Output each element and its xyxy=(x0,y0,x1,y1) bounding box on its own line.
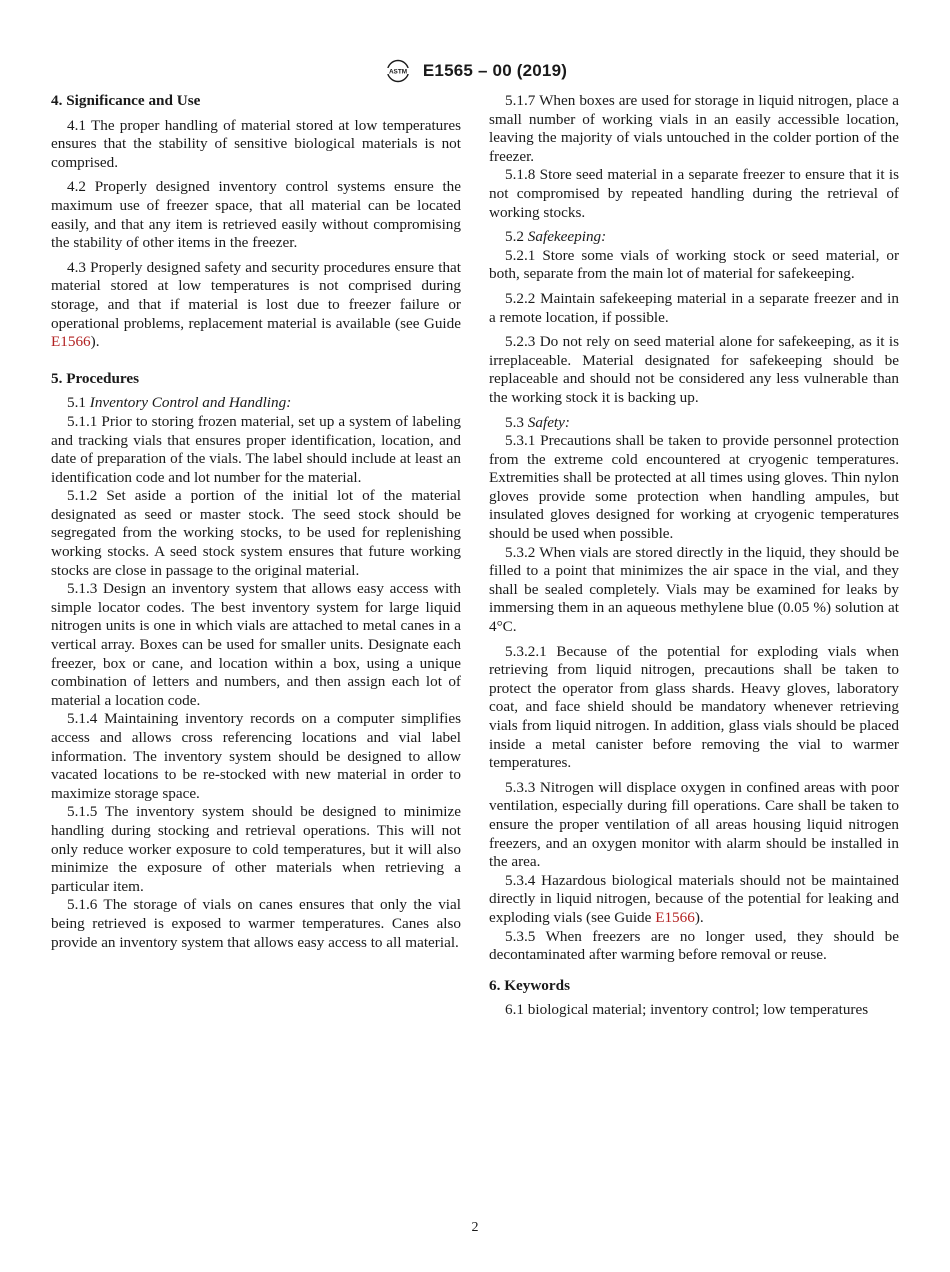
paragraph-5-1-4: 5.1.4 Maintaining inventory records on a computer simplifies access and allows cross referencing locations and vial label information. The inventory system should be designed to allow vacated locations to be re-stocked with new material in order to maximize storage space. xyxy=(51,710,461,802)
paragraph-5-1: 5.1 Inventory Control and Handling: xyxy=(67,394,292,412)
paragraph-5-1-7: 5.1.7 When boxes are used for storage in liquid nitrogen, place a small number of working vials in an easily accessible location, leaving the majority of vials untouched in the colder portion of the freezer. xyxy=(489,92,899,165)
paragraph-5-3-5: 5.3.5 When freezers are no longer used, they should be decontaminated after warming before removal or reuse. xyxy=(489,927,899,964)
guide-e1566-link[interactable]: E1566 xyxy=(655,908,695,926)
paragraph-4-2: 4.2 Properly designed inventory control systems ensure the maximum use of freezer space, that all material can be located easily, and that any item is retrieved easily without compromising the stability of other items in the freezer. xyxy=(51,178,461,252)
page-header xyxy=(0,58,950,84)
paragraph-5-3: 5.3 Safety: xyxy=(505,413,570,431)
paragraph-5-3-2: 5.3.2 When vials are stored directly in the liquid, they should be filled to a point that minimizes the air space in the vial, and they shall be sealed completely. Vials may be examined for leaks by immersing them in an aqueous methylene blue (0.05 %) solution at 4°C. xyxy=(489,543,899,636)
paragraph-5-1-8: 5.1.8 Store seed material in a separate freezer to ensure that it is not compromised by repeated handling during the retrieval of working stocks. xyxy=(489,166,899,221)
paragraph-5-2-1: 5.2.1 Store some vials of working stock or seed material, or both, separate from the main lot of material for safekeeping. xyxy=(489,246,899,283)
logo-text: ASTM xyxy=(388,68,407,76)
paragraph-5-1-2: 5.1.2 Set aside a portion of the initial lot of the material designated as seed or master stock. The seed stock should be segregated from the working stocks, to be used for replenishing working stocks. A seed stock system ensures that future working stocks are close in passage to the original material. xyxy=(51,487,461,579)
paragraph-5-2-2: 5.2.2 Maintain safekeeping material in a separate freezer and in a remote location, if possible. xyxy=(489,289,899,326)
paragraph-5-3-3: 5.3.3 Nitrogen will displace oxygen in confined areas with poor ventilation, especially during fill operations. Care shall be taken to ensure the proper ventilation of all areas housing liquid nitrogen freezers, and an oxygen monitor with alarm should be installed in the area. xyxy=(489,778,899,871)
paragraph-5-1-3: 5.1.3 Design an inventory system that allows easy access with simple locator codes. The best inventory system for large liquid nitrogen units is one in which vials are attached to metal canes in a vertical array. Boxes can be used for smaller units. Designate each freezer, box or cane, and location within a box, using a unique combination of letters and numbers, and then assign each lot of material a location code. xyxy=(51,580,461,709)
paragraph-5-2: 5.2 Safekeeping: xyxy=(505,228,607,246)
paragraph-5-1-6: 5.1.6 The storage of vials on canes ensures that only the vial being retrieved is exposed to warmer temperatures. Canes also provide an inventory system that allows easy access to all material. xyxy=(51,896,461,951)
section-heading-keywords: 6. Keywords xyxy=(489,976,570,994)
paragraph-5-1-1: 5.1.1 Prior to storing frozen material, set up a system of labeling and tracking vials that ensures proper identification, location, and date of preparation of the vials. The label should include at least an identification code and lot number for the material. xyxy=(51,412,461,486)
section-heading-significance: 4. Significance and Use xyxy=(51,92,201,109)
paragraph-5-3-2-1: 5.3.2.1 Because of the potential for exploding vials when retrieving from liquid nitrogen, precautions shall be taken to protect the operator from glass shards. Heavy gloves, laboratory coat, and face shield should be mandatory whenever retrieving vials from liquid nitrogen. In addition, glass vials should be placed inside a metal canister before removing the vial to warmer temperatures. xyxy=(489,642,899,772)
paragraph-5-3-1: 5.3.1 Precautions shall be taken to provide personnel protection from the extreme cold encountered at cryogenic temperatures. Extremities shall be protected at all times using gloves. Thin nylon gloves provide some protection when handling ampules, but insulated gloves designed for working at cryogenic temperatures should be used when possible. xyxy=(489,432,899,543)
right-column xyxy=(489,92,899,1020)
page-number: 2 xyxy=(471,1220,479,1235)
paragraph-4-3: 4.3 Properly designed safety and security procedures ensure that material stored at low temperatures is not comprised during storage, and that if material is lost due to freezer failure or operational problems, replacement material is available (see Guide E1566). xyxy=(51,258,461,351)
paragraph-6-1: 6.1 biological material; inventory control; low temperatures xyxy=(505,1001,869,1019)
standard-designation: E1565 – 00 (2019) xyxy=(422,61,568,80)
paragraph-4-1: 4.1 The proper handling of material stored at low temperatures ensures that the stability of sensitive biological materials is not comprised. xyxy=(51,116,461,171)
astm-logo-icon xyxy=(383,59,413,83)
paragraph-5-2-3: 5.2.3 Do not rely on seed material alone for safekeeping, as it is irreplaceable. Material designated for safekeeping should be replaceable and should not be considered any less vulnerable than the working stock it is backing up. xyxy=(489,333,899,406)
left-column xyxy=(51,92,461,952)
guide-e1566-link[interactable]: E1566 xyxy=(51,333,91,351)
paragraph-5-1-5: 5.1.5 The inventory system should be designed to minimize handling during stocking and retrieval operations. This will not only reduce worker exposure to cold temperatures, but it will also minimize the exposure of other materials when retrieving a particular item. xyxy=(51,803,461,895)
paragraph-5-3-4: 5.3.4 Hazardous biological materials should not be maintained directly in liquid nitrogen, because of the potential for leaking and exploding vials (see Guide E1566). xyxy=(489,871,899,926)
section-heading-procedures: 5. Procedures xyxy=(51,369,140,387)
